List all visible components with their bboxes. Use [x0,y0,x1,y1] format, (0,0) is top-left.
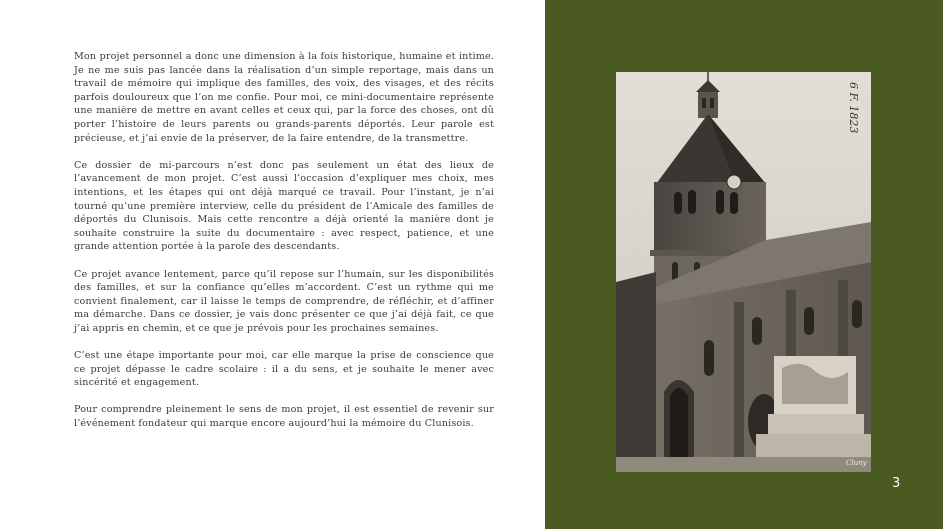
paragraph-2: Ce dossier de mi-parcours n’est donc pas seulement un état des lieux de l’avancement de mon projet. C’est aussi l’occasion d’expliquer mes choix, mes intentions, et les étapes qui ont déjà marqué ce travail. Pour l’instant, je n’ai tourné qu’une première interview, celle du président de l’Amicale des familles de déportés du Clunisois. Mais cette rencontre a déjà orienté la manière dont je souhaite construire la suite du documentaire : avec respect, patience, et une grande attention portée à la parole des descendants. [74,159,494,253]
paragraph-3: Ce projet avance lentement, parce qu’il repose sur l’humain, sur les disponibilités des familles, et sur la confiance qu’elles m’accordent. C’est un rythme qui me convient finalement, car il laisse le temps de comprendre, de réfléchir, et d’affiner ma démarche. Dans ce dossier, je vais donc présenter ce que j’ai déjà fait, ce que j’ai appris en chemin, et ce que je prévois pour les prochaines semaines. [74,268,494,334]
church-photo [616,72,871,472]
body-text [74,50,494,444]
handwritten-note: 6 F. 1823 [847,82,860,134]
photo-signature: Cluny [846,459,867,467]
church-photo-illustration [616,72,871,472]
paragraph-5: Pour comprendre pleinement le sens de mon projet, il est essentiel de revenir sur l’événement fondateur qui marque encore aujourd’hui la mémoire du Clunisois. [74,404,494,430]
page-number: 3 [892,476,901,491]
paragraph-4: C’est une étape importante pour moi, car elle marque la prise de conscience que ce projet dépasse le cadre scolaire : il a du sens, et je souhaite le mener avec sincérité et engagement. [74,350,494,389]
paragraph-1: Mon projet personnel a donc une dimension à la fois historique, humaine et intime. Je ne me suis pas lancée dans la réalisation d’un simple reportage, mais dans un travail de mémoire qui implique des familles, des voix, des visages, et des récits parfois douloureux que l’on me confie. Pour moi, ce mini-documentaire représente une manière de mettre en avant celles et ceux qui, par la force des choses, ont dû porter l’histoire de leurs parents ou grands-parents déportés. Leur parole est précieuse, et j’ai envie de la préserver, de la faire entendre, de la transmettre. [74,51,494,144]
